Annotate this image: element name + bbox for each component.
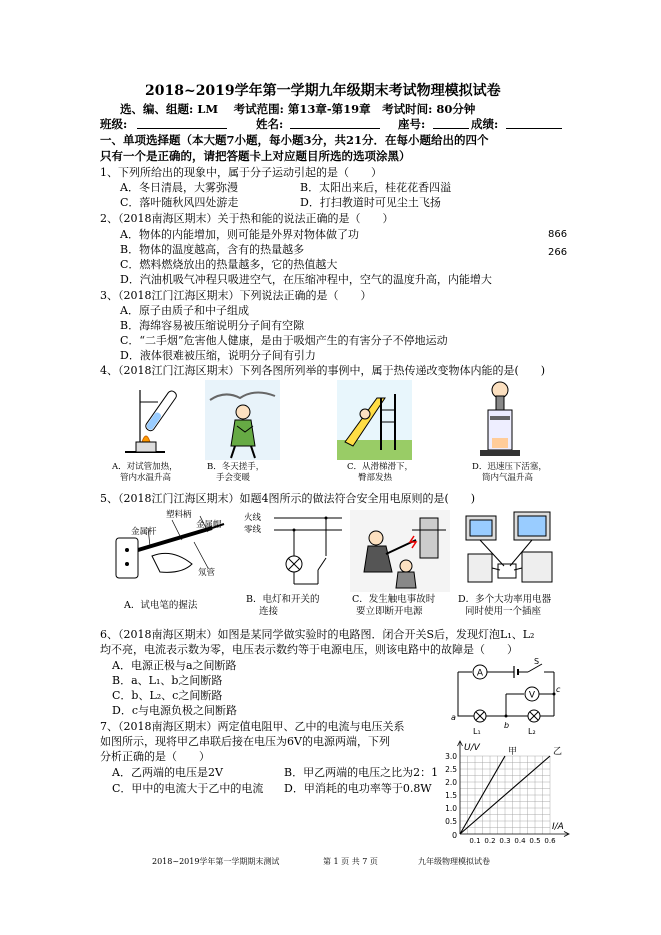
q2-option-b: B．物体的温度越高，含有的热量越多	[120, 243, 305, 256]
q4-caption-a1: A．对试管加热，	[112, 462, 178, 472]
q4-figure-d-piston	[470, 380, 530, 460]
q5-caption-d1: D．多个大功率用电器	[458, 594, 552, 605]
q6-l1-label: L₁	[473, 727, 481, 736]
q6-option-d: D．c与电源负极之间断路	[112, 704, 237, 717]
q5-label-plastic-handle: 塑料柄	[166, 510, 192, 520]
q6-l2-label: L₂	[528, 727, 536, 736]
q6-option-a: A．电源正极与a之间断路	[112, 659, 237, 672]
y-axis-label: U/V	[464, 743, 480, 753]
y-tick-label: 0.5	[445, 817, 457, 826]
x-tick-label: 0.4	[514, 837, 526, 845]
section-heading-2: 只有一个是正确的，请把答题卡上对应题目所选的选项涂黑）	[100, 149, 411, 163]
seat-label: 座号:	[398, 117, 426, 131]
q3-stem: 3、（2018江门江海区期末）下列说法正确的是（ ）	[100, 289, 372, 302]
class-blank[interactable]	[137, 128, 227, 129]
q7-stem-2: 如图所示，现将甲乙串联后接在电压为6V的电源两端，下列	[100, 735, 390, 748]
series-label-jia: 甲	[508, 747, 518, 757]
q4-figure-b-rubbing-hands	[205, 380, 280, 460]
q4-figure-c-slide	[337, 380, 412, 460]
q3-option-a: A．原子由质子和中子组成	[120, 304, 249, 317]
q3-option-d: D．液体很难被压缩，说明分子间有引力	[120, 349, 316, 362]
q6-voltmeter-label: V	[528, 690, 536, 701]
q5-label-metal-rod: 金属杆	[131, 527, 157, 537]
q4-stem: 4、（2018江门江海区期末）下列各图所列举的事例中，属于热传递改变物体内能的是( )	[100, 364, 546, 377]
x-tick-label: 0.5	[529, 837, 541, 845]
y-tick-label: 3.0	[445, 752, 457, 761]
q6-point-b: b	[504, 721, 510, 730]
q1-option-b: B．太阳出来后，桂花花香四溢	[300, 181, 452, 194]
q4-caption-a2: 管内水温升高	[120, 473, 172, 483]
name-blank[interactable]	[290, 128, 380, 129]
q7-option-d: D．甲消耗的电功率等于0.8W	[284, 782, 432, 795]
page-title: 2018~2019学年第一学期九年级期末考试物理模拟试卷	[145, 83, 501, 99]
q5-caption-a: A．试电笔的握法	[124, 600, 198, 611]
q6-stem-1: 6、（2018南海区期末）如图是某同学做实验时的电路图．闭合开关S后，发现灯泡L₁、L₂	[100, 628, 535, 641]
q5-caption-b1: B．电灯和开关的	[246, 594, 320, 605]
q6-option-c: C．b、L₂、c之间断路	[112, 689, 223, 702]
q5-figure-c-electric-shock	[350, 510, 450, 592]
series-label-yi: 乙	[553, 747, 563, 757]
q4-caption-d2: 筒内气温升高	[482, 473, 534, 483]
q4-caption-d1: D．迅速压下活塞，	[472, 462, 547, 472]
name-label: 姓名:	[256, 117, 284, 131]
q6-ammeter-label: A	[476, 668, 484, 679]
q2-stem: 2、（2018南海区期末）关于热和能的说法正确的是（ ）	[100, 212, 394, 225]
q6-option-b: B．a、L₁、b之间断路	[112, 674, 223, 687]
q7-iu-chart	[440, 738, 590, 846]
class-label: 班级:	[100, 117, 128, 131]
score-blank[interactable]	[506, 128, 562, 129]
q7-option-c: C．甲中的电流大于乙中的电流	[112, 782, 264, 795]
exam-info: 选、编、组题: LM 考试范围: 第13章-第19章 考试时间: 80分钟	[120, 102, 476, 116]
q5-label-neon-tube: 氖管	[198, 568, 216, 578]
q3-option-b: B．海绵容易被压缩说明分子间有空隙	[120, 319, 305, 332]
x-tick-label: 0.3	[499, 837, 511, 845]
q4-caption-c1: C．从滑梯滑下，	[347, 462, 414, 472]
q7-stem-1: 7、（2018南海区期末）两定值电阻甲、乙中的电流与电压关系	[100, 720, 405, 733]
q6-stem-2: 均不亮，电流表示数为零，电压表示数约等于电源电压，则该电路中的故障是（ ）	[100, 643, 518, 656]
x-tick-label: 0.1	[469, 837, 481, 845]
q1-stem: 1、下列所给出的现象中，属于分子运动引起的是（ ）	[100, 166, 382, 179]
x-tick-label: 0.2	[484, 837, 496, 845]
q5-caption-c1: C．发生触电事故时	[352, 594, 436, 605]
footer-left: 2018~2019学年第一学期期末测试	[152, 857, 280, 866]
q5-caption-d2: 同时使用一个插座	[465, 606, 542, 617]
q6-circuit-diagram	[448, 658, 563, 738]
y-tick-label: 1.0	[445, 804, 457, 813]
y-tick-label: 2.5	[445, 765, 457, 774]
q7-option-a: A．乙两端的电压是2V	[112, 766, 223, 779]
q4-caption-c2: 臀部发热	[358, 473, 393, 483]
q5-caption-b2: 连接	[259, 606, 279, 617]
footer-page: 第 1 页 共 7 页	[323, 857, 378, 866]
y-tick-label: 2.0	[445, 778, 457, 787]
q3-option-c: C．“二手烟”危害他人健康，是由于吸烟产生的有害分子不停地运动	[120, 334, 448, 347]
q5-stem: 5、（2018江门江海区期末）如题4图所示的做法符合安全用电原则的是( )	[100, 492, 476, 505]
q5-label-neutral-wire: 零线	[244, 525, 262, 535]
origin-label: 0	[452, 831, 458, 840]
q2-option-d: D．汽油机吸气冲程只吸进空气，在压缩冲程中，空气的温度升高，内能增大	[120, 273, 492, 286]
q6-point-c: c	[556, 685, 561, 694]
q4-caption-b1: B．冬天搓手，	[207, 462, 265, 472]
margin-number-2: 266	[548, 247, 568, 258]
q7-option-b: B．甲乙两端的电压之比为2：1	[284, 766, 439, 779]
x-tick-label: 0.6	[544, 837, 556, 845]
seat-blank[interactable]	[433, 128, 469, 129]
q2-option-c: C．燃料燃烧放出的热量越多，它的热值越大	[120, 258, 338, 271]
q4-figure-a-test-tube	[110, 380, 185, 460]
q2-option-a: A．物体的内能增加，则可能是外界对物体做了功	[120, 228, 359, 241]
q5-label-metal-cap: 金属帽	[196, 520, 222, 530]
q5-figure-b-lamp-switch	[244, 512, 344, 592]
q7-stem-3: 分析正确的是（ ）	[100, 750, 210, 763]
margin-number-1: 866	[548, 229, 568, 240]
q1-option-d: D．打扫教道时可见尘土飞扬	[300, 196, 441, 209]
footer-right: 九年级物理模拟试卷	[418, 857, 490, 866]
q5-figure-d-overloaded-socket	[460, 506, 560, 592]
q1-option-a: A．冬日清晨，大雾弥漫	[120, 181, 238, 194]
section-heading-1: 一、单项选择题（本大题7小题，每小题3分，共21分．在每小题给出的四个	[100, 133, 489, 147]
q4-caption-b2: 手会变暖	[216, 473, 251, 483]
q6-point-a: a	[451, 713, 456, 722]
q6-switch-label: S	[534, 658, 540, 666]
x-axis-label: I/A	[552, 822, 564, 832]
q5-label-live-wire: 火线	[244, 513, 262, 523]
y-tick-label: 1.5	[445, 791, 457, 800]
q5-caption-c2: 要立即断开电源	[356, 606, 423, 617]
score-label: 成绩:	[471, 117, 499, 131]
q1-option-c: C．落叶随秋风四处游走	[120, 196, 239, 209]
